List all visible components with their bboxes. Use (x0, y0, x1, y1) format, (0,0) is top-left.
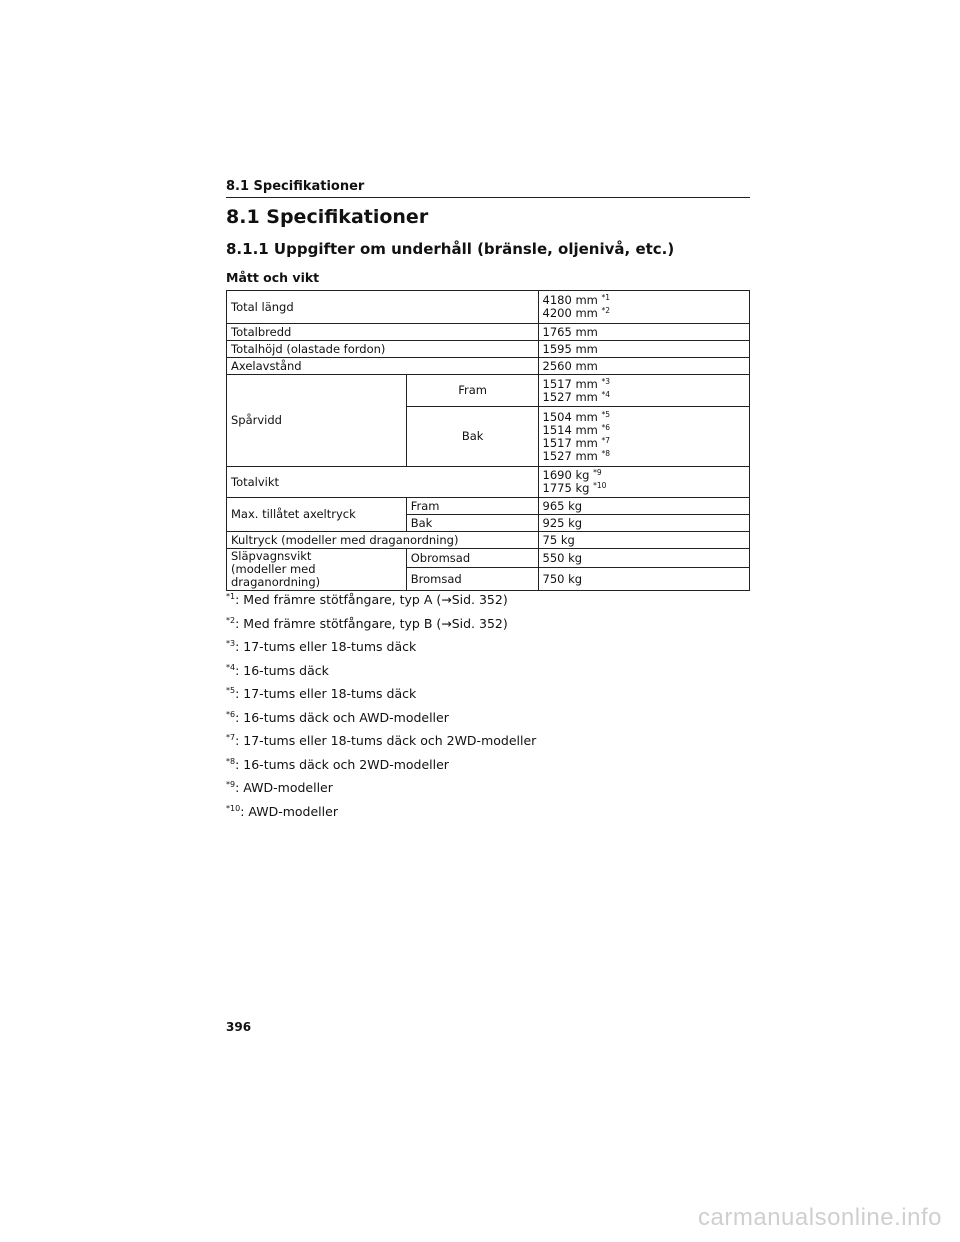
table-row (227, 549, 750, 568)
table-row (227, 532, 750, 549)
watermark: carmanualsonline.info (698, 1204, 942, 1231)
running-header: 8.1 Specifikationer (226, 179, 750, 198)
footnote: $^{*5}$: 17-tums eller 18-tums däck (226, 686, 417, 701)
footnote: $^{*9}$: AWD-modeller (226, 780, 333, 795)
row-value: 4180 mm $^{*1}$ 4200 mm $^{*2}$ (538, 291, 749, 324)
row-value: 925 kg (538, 515, 749, 532)
footnote: $^{*8}$: 16-tums däck och 2WD-modeller (226, 756, 449, 772)
row-value: 2560 mm (538, 358, 749, 375)
row-value: 1504 mm $^{*5}$ 1514 mm $^{*6}$ 1517 mm $^{*7}$ 1527 mm $^{*8}$ (538, 407, 749, 467)
footnote: $^{*2}$: Med främre stötfångare, typ B (→Sid. 352) (226, 615, 508, 631)
table-row (227, 291, 750, 324)
row-value: 75 kg (538, 532, 749, 549)
table-row (227, 375, 750, 407)
footnote: $^{*7}$: 17-tums eller 18-tums däck och 2WD-modeller (226, 733, 537, 748)
footnote: $^{*3}$: 17-tums eller 18-tums däck (226, 639, 417, 654)
row-label: Kultryck (modeller med draganordning) (227, 532, 539, 549)
row-value: 1517 mm $^{*3}$ 1527 mm $^{*4}$ (538, 375, 749, 407)
table-row (227, 324, 750, 341)
row-value: 1690 kg $^{*9}$ 1775 kg $^{*10}$ (538, 467, 749, 498)
table-row (227, 467, 750, 498)
row-label: Spårvidd (227, 375, 407, 467)
row-value: 1765 mm (538, 324, 749, 341)
row-label: Axelavstånd (227, 358, 539, 375)
subsection-title: 8.1.1 Uppgifter om underhåll (bränsle, oljenivå, etc.) (226, 240, 675, 258)
footnote: $^{*4}$: 16-tums däck (226, 662, 329, 678)
footnotes (226, 592, 746, 827)
section-title: 8.1 Specifikationer (226, 206, 429, 228)
row-label: Totalbredd (227, 324, 539, 341)
row-sublabel: Bromsad (406, 568, 538, 591)
row-label: Totalvikt (227, 467, 539, 498)
row-sublabel: Fram (406, 375, 538, 407)
row-value: 1595 mm (538, 341, 749, 358)
row-label: Max. tillåtet axeltryck (227, 498, 407, 532)
footnote: $^{*1}$: Med främre stötfångare, typ A (→Sid. 352) (226, 592, 508, 607)
table-row (227, 341, 750, 358)
row-value: 750 kg (538, 568, 749, 591)
row-label: Totalhöjd (olastade fordon) (227, 341, 539, 358)
footnote: $^{*10}$: AWD-modeller (226, 803, 338, 819)
page-number: 396 (226, 1020, 252, 1034)
table-title: Mått och vikt (226, 270, 320, 285)
table-row (227, 498, 750, 515)
row-sublabel: Obromsad (406, 549, 538, 568)
row-value: 550 kg (538, 549, 749, 568)
row-sublabel: Bak (406, 515, 538, 532)
row-label: Släpvagnsvikt (modeller med draganordning) (227, 549, 407, 591)
dimensions-weight-table (226, 290, 750, 591)
row-label: Total längd (227, 291, 539, 324)
table-row (227, 358, 750, 375)
row-sublabel: Bak (406, 407, 538, 467)
row-value: 965 kg (538, 498, 749, 515)
row-sublabel: Fram (406, 498, 538, 515)
footnote: $^{*6}$: 16-tums däck och AWD-modeller (226, 709, 449, 725)
